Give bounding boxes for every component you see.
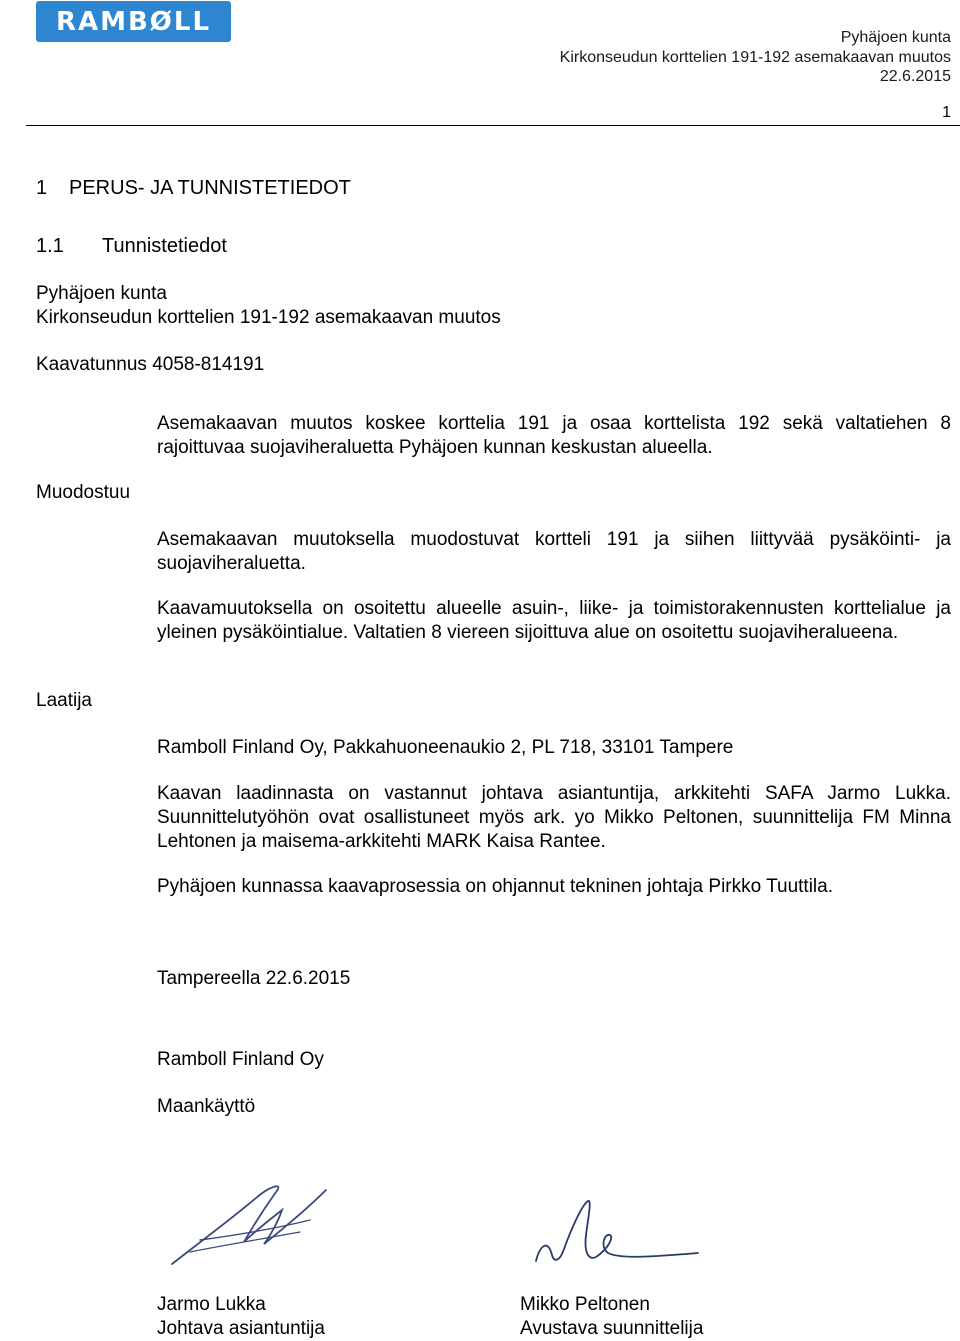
closing-company: Ramboll Finland Oy <box>157 1049 324 1070</box>
header-municipality: Pyhäjoen kunta <box>840 29 951 46</box>
subsection-heading <box>36 235 227 258</box>
closing-department: Maankäyttö <box>157 1096 256 1117</box>
identity-plan-code: Kaavatunnus 4058-814191 <box>36 354 265 375</box>
subsection-number: 1.1 <box>36 235 64 257</box>
signatory-1-title: Johtava asiantuntija <box>157 1318 325 1339</box>
paragraph-authors: Kaavan laadinnasta on vastannut johtava asiantuntija, arkkitehti SAFA Jarmo Lukka. Suunnittelutyöhön ovat osallistuneet myös ark. yo Mikko Peltonen, suunnittelija FM Minna Lehtonen ja maisema-arkkitehti MARK Kaisa Rantee. <box>157 783 951 852</box>
signatory-1-name: Jarmo Lukka <box>157 1294 266 1315</box>
subsection-title: Tunnistetiedot <box>102 235 227 257</box>
paragraph-supervision: Pyhäjoen kunnassa kaavaprosessia on ohjannut tekninen johtaja Pirkko Tuuttila. <box>157 876 833 897</box>
identity-municipality: Pyhäjoen kunta <box>36 283 167 304</box>
paragraph-formation: Asemakaavan muutoksella muodostuvat kortteli 191 ja siihen liittyvää pysäköinti- ja suojaviheraluetta. <box>157 529 951 574</box>
signatory-2-name: Mikko Peltonen <box>520 1294 650 1315</box>
header-plan-name: Kirkonseudun korttelien 191-192 asemakaavan muutos <box>559 49 951 66</box>
identity-plan-name: Kirkonseudun korttelien 191-192 asemakaavan muutos <box>36 307 501 328</box>
signature-jarmo-lukka <box>160 1180 340 1275</box>
closing-place-date: Tampereella 22.6.2015 <box>157 968 351 989</box>
header-date: 22.6.2015 <box>879 68 951 85</box>
signatory-2-title: Avustava suunnittelija <box>520 1318 704 1339</box>
page-number: 1 <box>942 104 951 121</box>
section-title: PERUS- JA TUNNISTETIEDOT <box>69 177 351 199</box>
paragraph-scope: Asemakaavan muutos koskee korttelia 191 ja osaa korttelista 192 sekä valtatiehen 8 rajoittuvaa suojaviheraluetta Pyhäjoen kunnan keskustan alueella. <box>157 413 951 458</box>
ramboll-logo <box>36 1 231 42</box>
paragraph-designation: Kaavamuutoksella on osoitettu alueelle asuin-, liike- ja toimistorakennusten korttelialue ja yleinen pysäköintialue. Valtatien 8 viereen sijoittuva alue on osoitettu suojaviheralueena. <box>157 598 951 643</box>
header-divider <box>26 125 960 126</box>
label-muodostuu: Muodostuu <box>36 482 131 503</box>
logo-text: RAMBØLL <box>55 6 212 37</box>
signature-mikko-peltonen <box>530 1195 710 1275</box>
paragraph-author-address: Ramboll Finland Oy, Pakkahuoneenaukio 2, PL 718, 33101 Tampere <box>157 737 734 758</box>
section-heading <box>36 177 351 200</box>
section-number: 1 <box>36 177 48 199</box>
label-laatija: Laatija <box>36 690 92 711</box>
